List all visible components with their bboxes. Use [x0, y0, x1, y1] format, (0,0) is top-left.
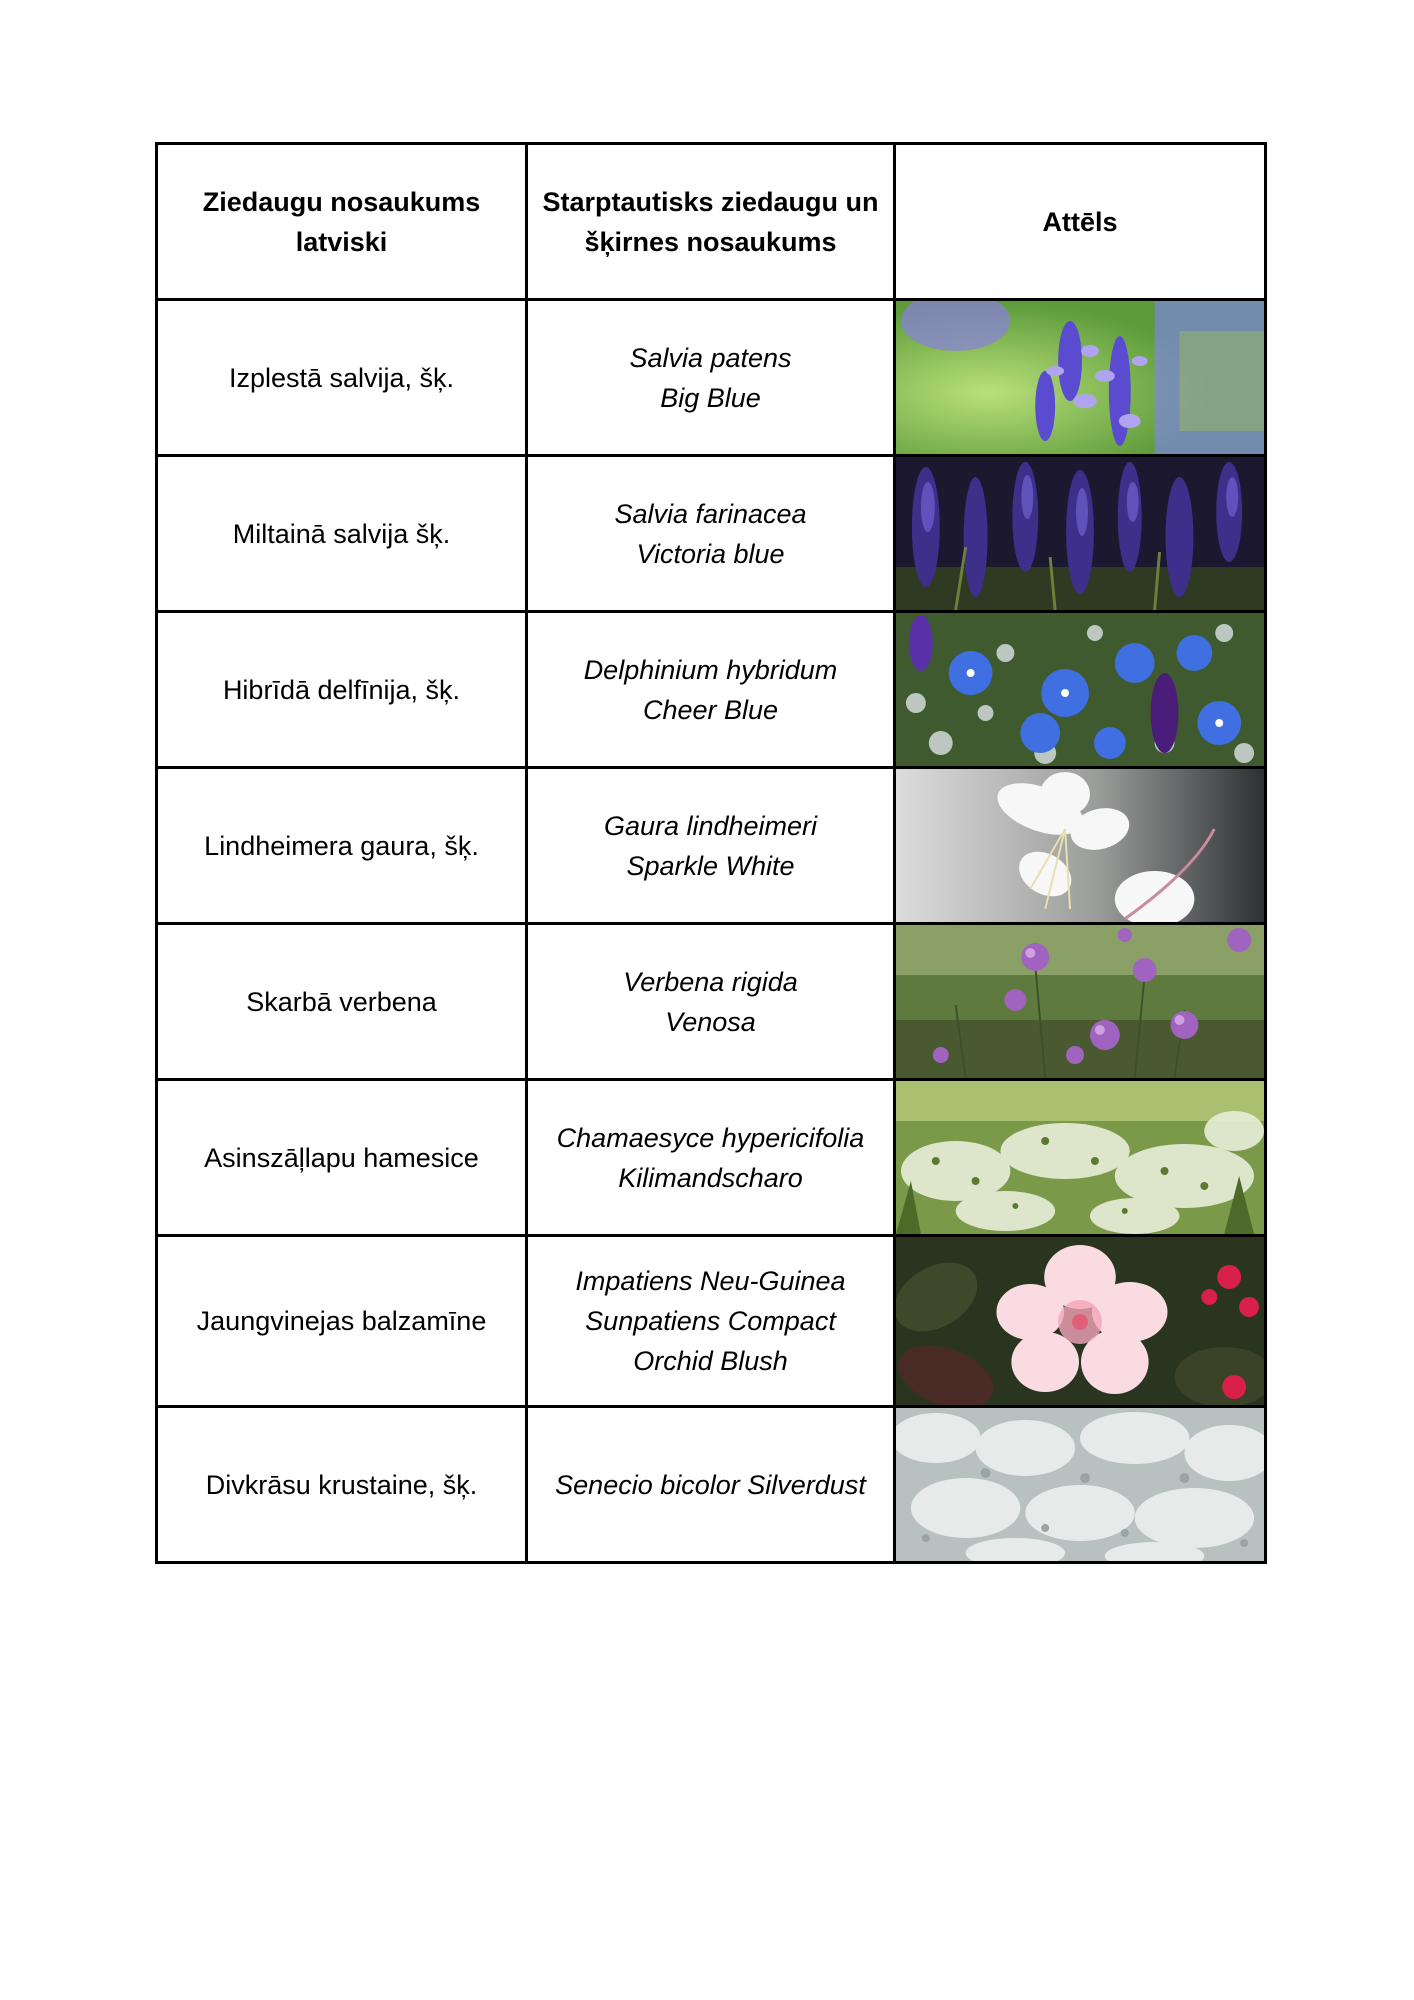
table-row [157, 612, 1266, 768]
table-row [157, 924, 1266, 1080]
latvian-name-cell: Divkrāsu krustaine, šķ. [157, 1407, 527, 1563]
blue-delphinium-photo [895, 612, 1266, 768]
latvian-name-cell: Asinszāļlapu hamesice [157, 1080, 527, 1236]
scientific-name-cell: Salvia patens Big Blue [527, 300, 895, 456]
violet-salvia-photo [895, 456, 1266, 612]
latvian-name-cell: Lindheimera gaura, šķ. [157, 768, 527, 924]
latvian-name-cell: Skarbā verbena [157, 924, 527, 1080]
table-row [157, 456, 1266, 612]
table-row [157, 1080, 1266, 1236]
latvian-name-cell: Miltainā salvija šķ. [157, 456, 527, 612]
white-gaura-photo [895, 768, 1266, 924]
latvian-name-cell: Hibrīdā delfīnija, šķ. [157, 612, 527, 768]
blue-salvia-photo [895, 300, 1266, 456]
plant-table [155, 142, 1267, 1564]
scientific-name-cell: Verbena rigida Venosa [527, 924, 895, 1080]
header-image: Attēls [895, 144, 1266, 300]
scientific-name-cell: Impatiens Neu-Guinea Sunpatiens Compact Orchid Blush [527, 1236, 895, 1407]
pink-impatiens-photo [895, 1236, 1266, 1407]
header-latvian-name: Ziedaugu nosaukums latviski [157, 144, 527, 300]
latvian-name-cell: Jaungvinejas balzamīne [157, 1236, 527, 1407]
latvian-name-cell: Izplestā salvija, šķ. [157, 300, 527, 456]
table-row [157, 1407, 1266, 1563]
scientific-name-cell: Senecio bicolor Silverdust [527, 1407, 895, 1563]
scientific-name-cell: Delphinium hybridum Cheer Blue [527, 612, 895, 768]
scientific-name-cell: Chamaesyce hypericifolia Kilimandscharo [527, 1080, 895, 1236]
purple-verbena-photo [895, 924, 1266, 1080]
table-row [157, 300, 1266, 456]
white-euphorbia-photo [895, 1080, 1266, 1236]
scientific-name-cell: Salvia farinacea Victoria blue [527, 456, 895, 612]
silver-senecio-photo [895, 1407, 1266, 1563]
scientific-name-cell: Gaura lindheimeri Sparkle White [527, 768, 895, 924]
table-row [157, 1236, 1266, 1407]
header-row [157, 144, 1266, 300]
header-international-name: Starptautisks ziedaugu un šķirnes nosaukums [527, 144, 895, 300]
table-row [157, 768, 1266, 924]
